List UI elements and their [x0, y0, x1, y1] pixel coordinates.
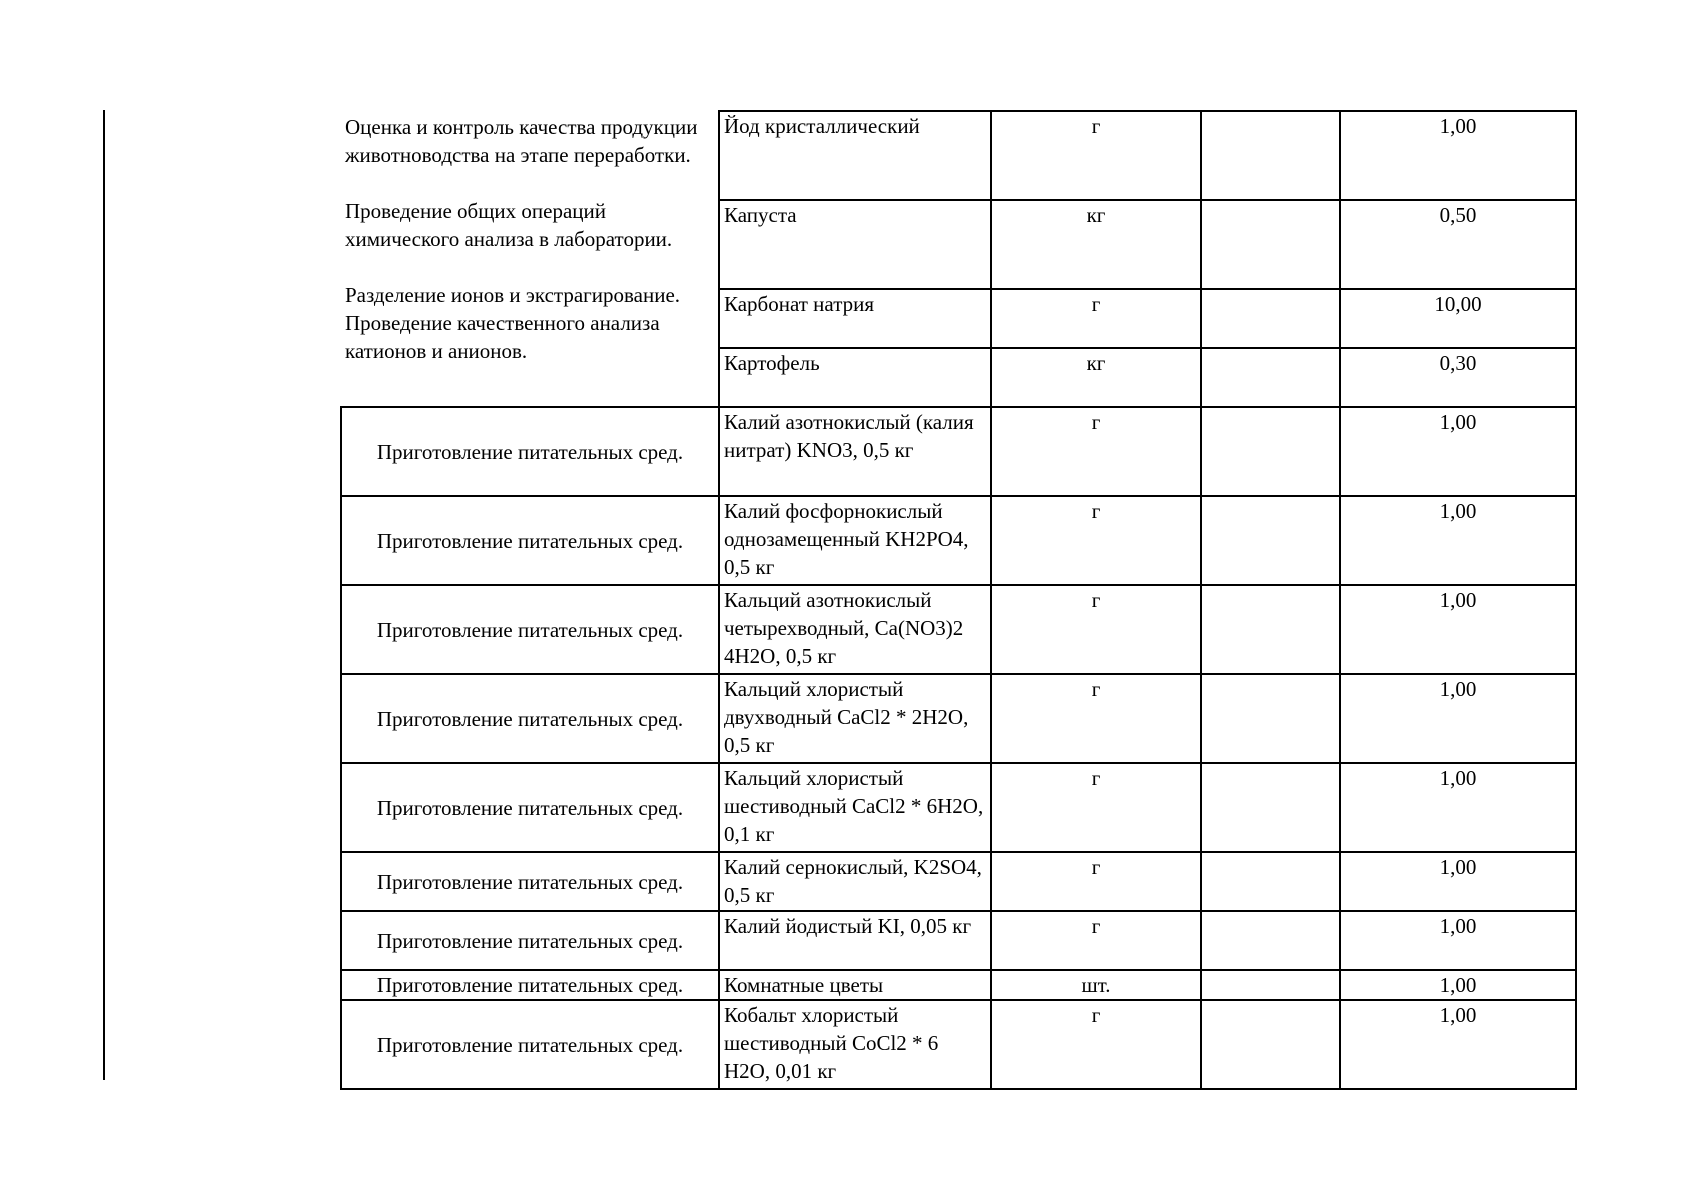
- empty-cell: [1201, 407, 1340, 496]
- quantity-cell: 1,00: [1340, 496, 1576, 585]
- unit-cell: г: [991, 763, 1201, 852]
- empty-cell: [1201, 852, 1340, 911]
- activity-cell: Приготовление питательных сред.: [341, 585, 719, 674]
- empty-cell: [1201, 970, 1340, 1000]
- quantity-cell: 1,00: [1340, 111, 1576, 200]
- activity-cell: Приготовление питательных сред.: [341, 763, 719, 852]
- quantity-cell: 1,00: [1340, 970, 1576, 1000]
- activity-cell: Приготовление питательных сред.: [341, 970, 719, 1000]
- unit-cell: г: [991, 852, 1201, 911]
- empty-cell: [1201, 1000, 1340, 1089]
- table-row: [341, 407, 1576, 496]
- table-row: [341, 674, 1576, 763]
- table-row: [341, 496, 1576, 585]
- activity-cell: Приготовление питательных сред.: [341, 496, 719, 585]
- table-row: [341, 911, 1576, 970]
- material-cell: Калий фосфорнокислый однозамещенный KH2PO4, 0,5 кг: [719, 496, 991, 585]
- activity-cell: Приготовление питательных сред.: [341, 674, 719, 763]
- unit-cell: г: [991, 111, 1201, 200]
- empty-cell: [1201, 585, 1340, 674]
- material-cell: Кальций азотнокислый четырехводный, Ca(NO3)2 4H2O, 0,5 кг: [719, 585, 991, 674]
- merged-activity-cell: [341, 111, 719, 407]
- material-cell: Картофель: [719, 348, 991, 407]
- activity-text: Разделение ионов и экстрагирование.: [345, 283, 681, 307]
- empty-cell: [1201, 911, 1340, 970]
- activity-cell: Приготовление питательных сред.: [341, 852, 719, 911]
- activity-cell: Приготовление питательных сред.: [341, 1000, 719, 1089]
- quantity-cell: 0,30: [1340, 348, 1576, 407]
- material-cell: Калий азотнокислый (калия нитрат) KNO3, 0,5 кг: [719, 407, 991, 496]
- unit-cell: г: [991, 407, 1201, 496]
- quantity-cell: 1,00: [1340, 585, 1576, 674]
- material-cell: Йод кристаллический: [719, 111, 991, 200]
- quantity-cell: 1,00: [1340, 763, 1576, 852]
- quantity-cell: 1,00: [1340, 674, 1576, 763]
- quantity-cell: 1,00: [1340, 852, 1576, 911]
- material-cell: Калий йодистый KI, 0,05 кг: [719, 911, 991, 970]
- table-row: [341, 111, 1576, 200]
- empty-cell: [1201, 200, 1340, 289]
- quantity-cell: 1,00: [1340, 1000, 1576, 1089]
- material-cell: Карбонат натрия: [719, 289, 991, 348]
- unit-cell: шт.: [991, 970, 1201, 1000]
- quantity-cell: 10,00: [1340, 289, 1576, 348]
- activity-cell: Приготовление питательных сред.: [341, 407, 719, 496]
- activity-text: Проведение общих операций химического анализа в лаборатории.: [345, 199, 673, 251]
- unit-cell: г: [991, 585, 1201, 674]
- material-cell: Кобальт хлористый шестиводный CoCl2 * 6 H2O, 0,01 кг: [719, 1000, 991, 1089]
- quantity-cell: 1,00: [1340, 911, 1576, 970]
- table-row: [341, 763, 1576, 852]
- empty-cell: [1201, 289, 1340, 348]
- quantity-cell: 1,00: [1340, 407, 1576, 496]
- unit-cell: г: [991, 674, 1201, 763]
- activity-text: Оценка и контроль качества продукции животноводства на этапе переработки.: [345, 115, 698, 167]
- empty-cell: [1201, 674, 1340, 763]
- quantity-cell: 0,50: [1340, 200, 1576, 289]
- materials-table: [340, 110, 1577, 1090]
- table-row: [341, 585, 1576, 674]
- empty-cell: [1201, 111, 1340, 200]
- material-cell: Комнатные цветы: [719, 970, 991, 1000]
- material-cell: Калий сернокислый, K2SO4, 0,5 кг: [719, 852, 991, 911]
- unit-cell: кг: [991, 200, 1201, 289]
- table-row: [341, 970, 1576, 1000]
- unit-cell: кг: [991, 348, 1201, 407]
- empty-cell: [1201, 348, 1340, 407]
- material-cell: Кальций хлористый двухводный CaCl2 * 2H2O, 0,5 кг: [719, 674, 991, 763]
- unit-cell: г: [991, 496, 1201, 585]
- activity-text: Проведение качественного анализа катионов и анионов.: [345, 311, 660, 363]
- material-cell: Капуста: [719, 200, 991, 289]
- material-cell: Кальций хлористый шестиводный CaCl2 * 6H2O, 0,1 кг: [719, 763, 991, 852]
- left-margin-rule: [103, 110, 105, 1080]
- table-row: [341, 852, 1576, 911]
- unit-cell: г: [991, 1000, 1201, 1089]
- unit-cell: г: [991, 911, 1201, 970]
- activity-cell: Приготовление питательных сред.: [341, 911, 719, 970]
- table-row: [341, 1000, 1576, 1089]
- empty-cell: [1201, 763, 1340, 852]
- empty-cell: [1201, 496, 1340, 585]
- unit-cell: г: [991, 289, 1201, 348]
